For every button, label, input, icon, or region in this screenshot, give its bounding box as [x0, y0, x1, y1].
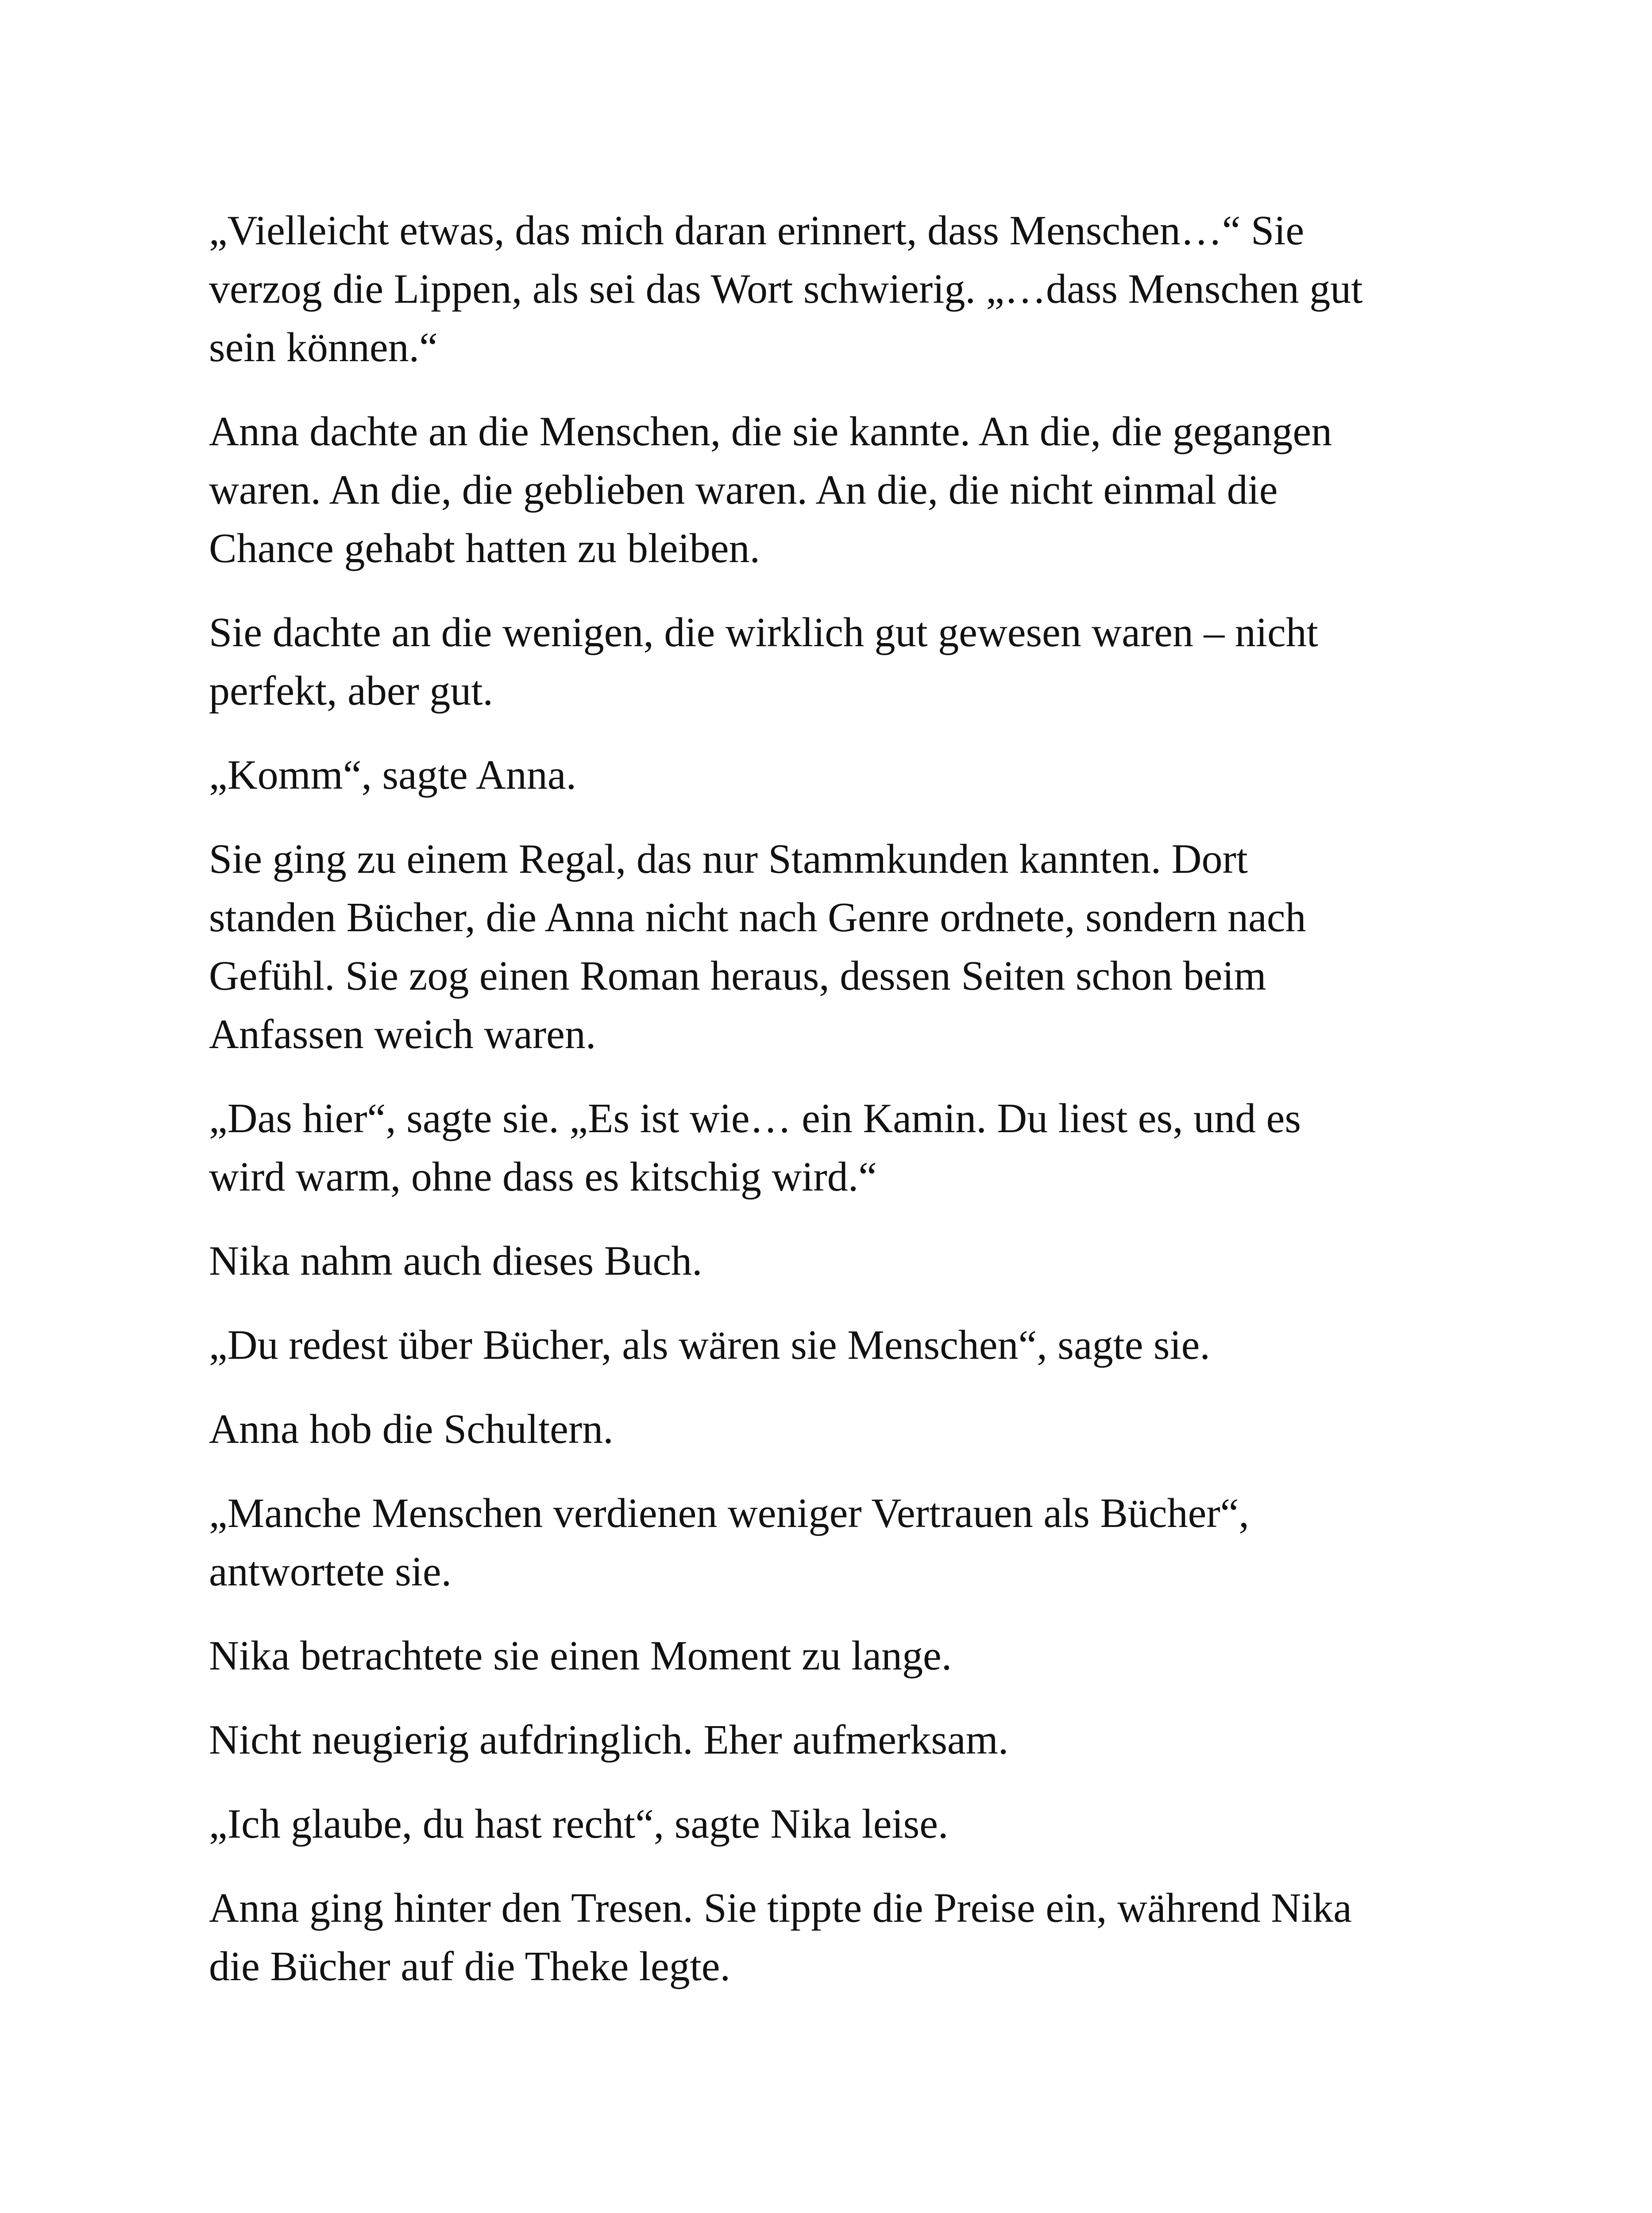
text-line: Anna ging hinter den Tresen. Sie tippte die Preise ein, während Nika	[209, 1885, 1352, 1931]
text-line: waren. An die, die geblieben waren. An die, die nicht einmal die	[209, 467, 1278, 513]
paragraph-4	[209, 746, 1444, 804]
text-line: Anfassen weich waren.	[209, 1011, 596, 1057]
paragraph-11	[209, 1627, 1444, 1685]
paragraph-7	[209, 1232, 1444, 1290]
paragraph-5	[209, 830, 1444, 1064]
text-line: Chance gehabt hatten zu bleiben.	[209, 525, 760, 571]
text-line: „Du redest über Bücher, als wären sie Menschen“, sagte sie.	[209, 1322, 1210, 1368]
text-line: wird warm, ohne dass es kitschig wird.“	[209, 1154, 877, 1200]
text-line: „Komm“, sagte Anna.	[209, 752, 577, 798]
text-line: „Ich glaube, du hast recht“, sagte Nika leise.	[209, 1801, 949, 1847]
paragraph-9	[209, 1400, 1444, 1458]
text-line: „Vielleicht etwas, das mich daran erinnert, dass Menschen…“ Sie	[209, 208, 1305, 254]
paragraph-12	[209, 1711, 1444, 1769]
text-line: Nika betrachtete sie einen Moment zu lange.	[209, 1633, 952, 1679]
paragraph-10	[209, 1484, 1444, 1601]
text-line: Anna dachte an die Menschen, die sie kannte. An die, die gegangen	[209, 409, 1332, 455]
text-line: standen Bücher, die Anna nicht nach Genre ordnete, sondern nach	[209, 894, 1306, 941]
text-line: Sie ging zu einem Regal, das nur Stammkunden kannten. Dort	[209, 836, 1248, 882]
text-line: verzog die Lippen, als sei das Wort schwierig. „…dass Menschen gut	[209, 266, 1363, 312]
text-line: Nika nahm auch dieses Buch.	[209, 1238, 702, 1284]
paragraph-1	[209, 201, 1444, 377]
paragraph-8	[209, 1316, 1444, 1374]
paragraph-6	[209, 1089, 1444, 1206]
text-line: Anna hob die Schultern.	[209, 1406, 614, 1452]
paragraph-14	[209, 1879, 1444, 1996]
text-line: perfekt, aber gut.	[209, 668, 494, 714]
paragraph-2	[209, 402, 1444, 578]
text-line: antwortete sie.	[209, 1549, 452, 1595]
text-line: „Das hier“, sagte sie. „Es ist wie… ein Kamin. Du liest es, und es	[209, 1095, 1301, 1141]
text-line: die Bücher auf die Theke legte.	[209, 1943, 730, 1989]
text-line: Gefühl. Sie zog einen Roman heraus, dessen Seiten schon beim	[209, 953, 1266, 999]
text-line: Nicht neugierig aufdringlich. Eher aufmerksam.	[209, 1717, 1009, 1763]
document-page	[209, 201, 1444, 2021]
text-line: Sie dachte an die wenigen, die wirklich gut gewesen waren – nicht	[209, 609, 1318, 655]
paragraph-13	[209, 1795, 1444, 1853]
text-line: „Manche Menschen verdienen weniger Vertrauen als Bücher“,	[209, 1490, 1249, 1536]
text-line: sein können.“	[209, 324, 438, 370]
paragraph-3	[209, 603, 1444, 720]
